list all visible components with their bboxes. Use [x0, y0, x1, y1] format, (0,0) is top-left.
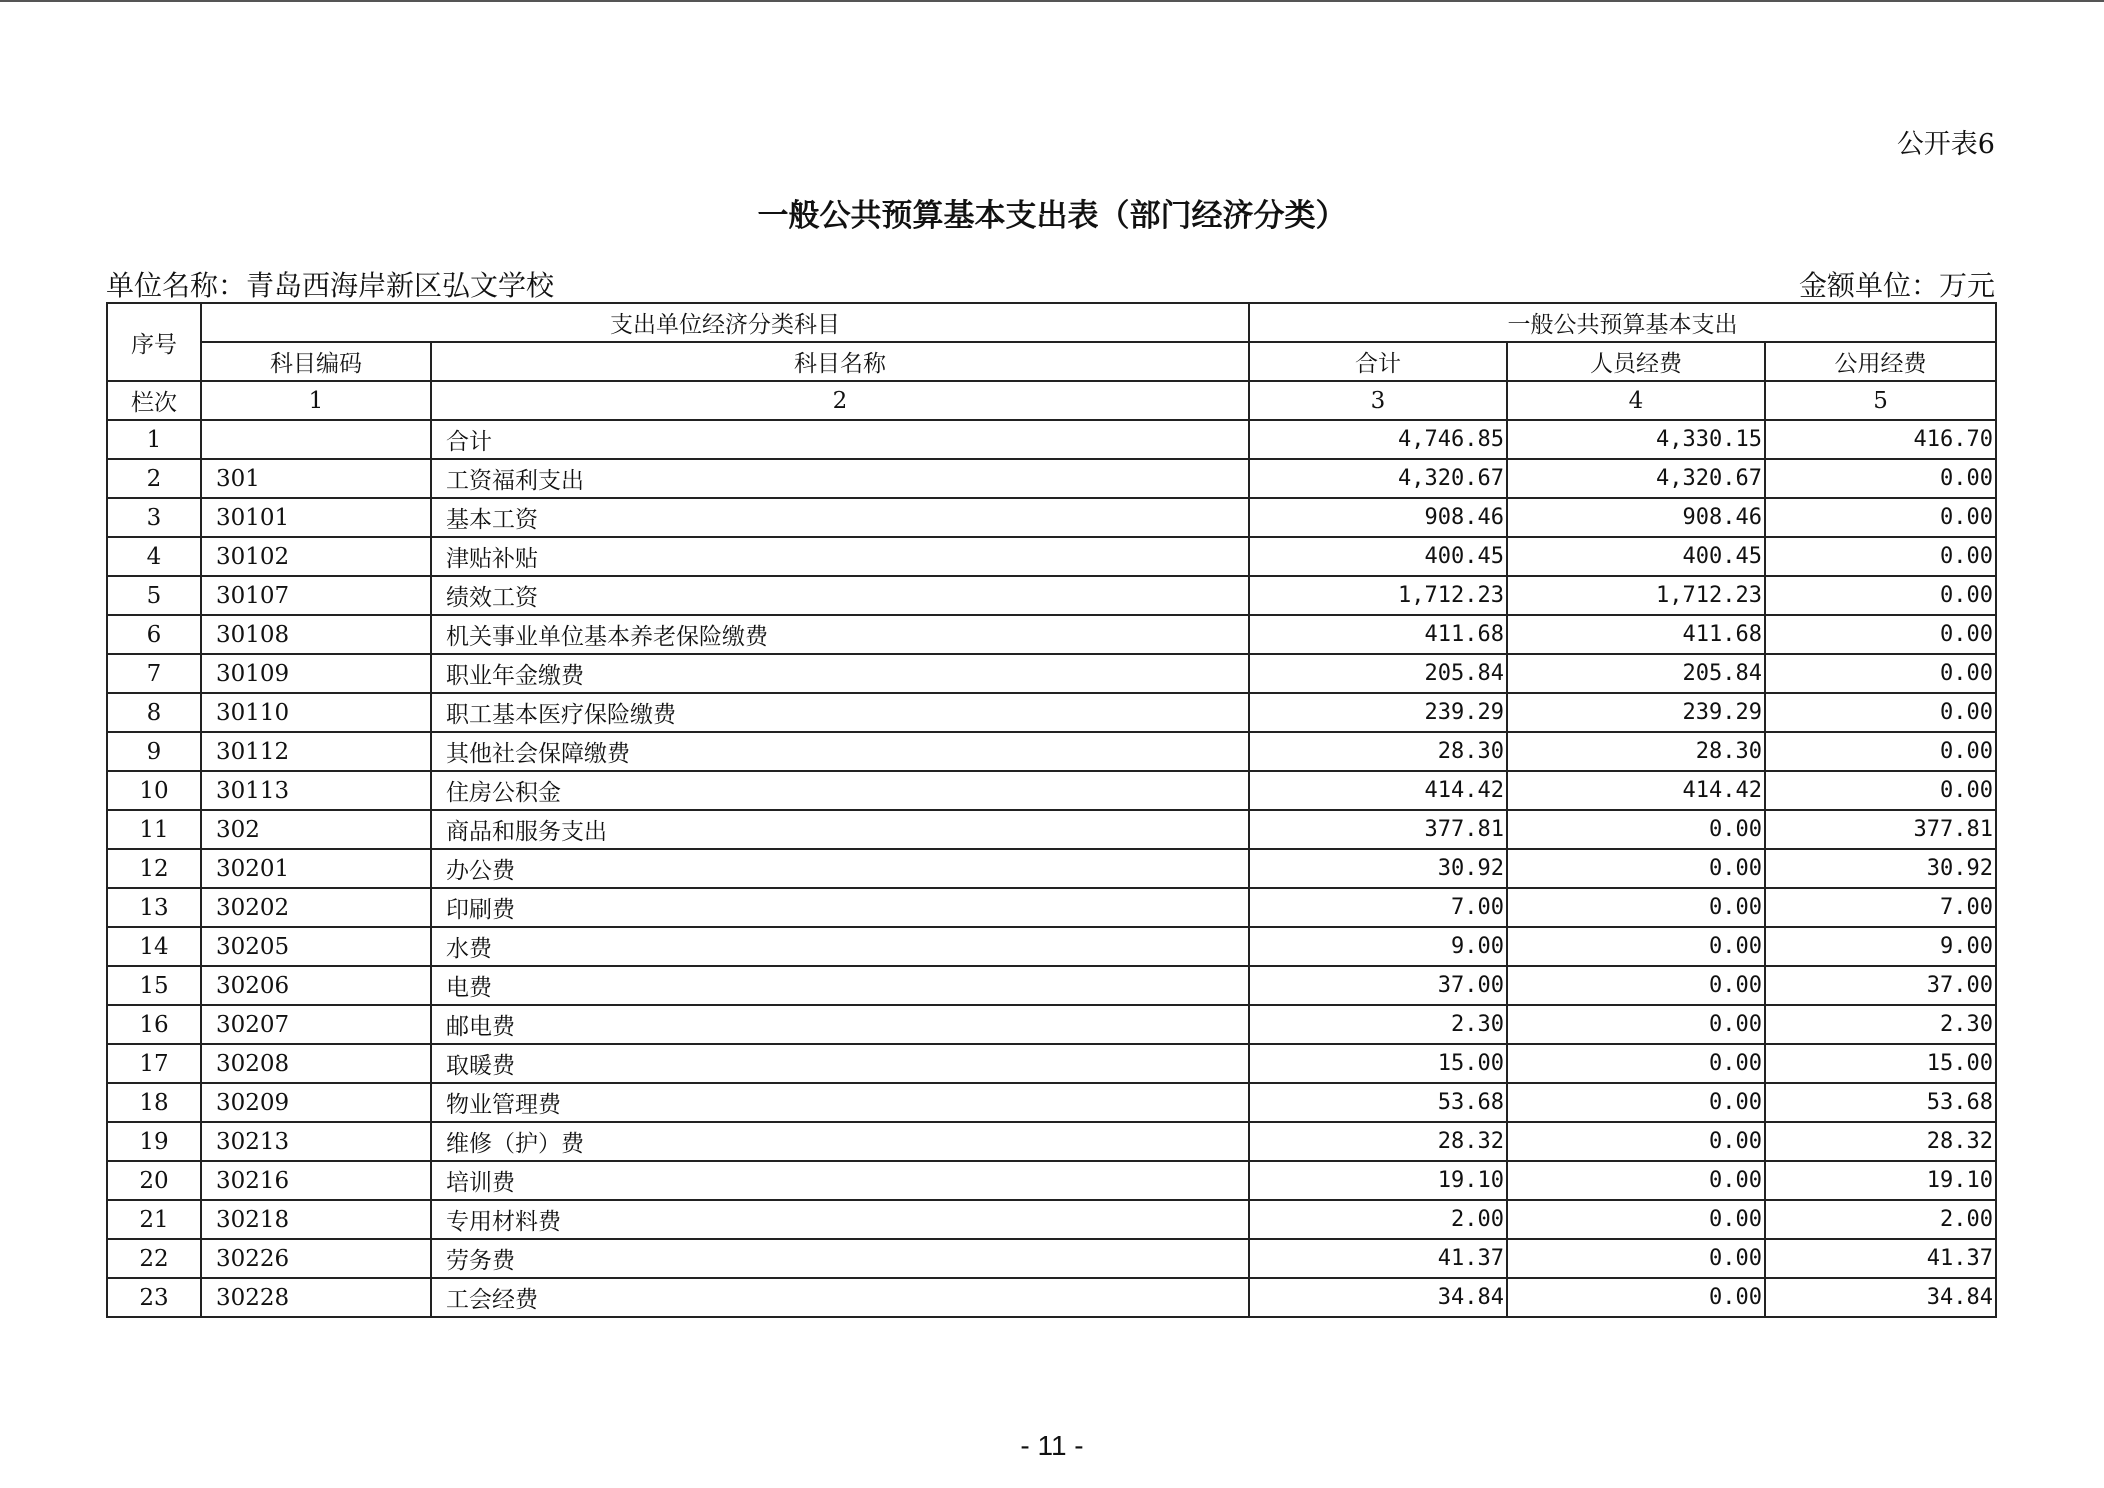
cell-seq: 12: [107, 849, 201, 888]
cell-name: 水费: [431, 927, 1249, 966]
table-row: [107, 849, 1996, 888]
cell-code: 30101: [201, 498, 431, 537]
cell-seq: 3: [107, 498, 201, 537]
header-subject-group: 支出单位经济分类科目: [201, 303, 1249, 342]
table-row: [107, 771, 1996, 810]
cell-code: 30209: [201, 1083, 431, 1122]
cell-code: 30112: [201, 732, 431, 771]
cell-name: 物业管理费: [431, 1083, 1249, 1122]
cell-name: 维修（护）费: [431, 1122, 1249, 1161]
cell-seq: 2: [107, 459, 201, 498]
cell-name: 职工基本医疗保险缴费: [431, 693, 1249, 732]
cell-code: 30201: [201, 849, 431, 888]
cell-total: 19.10: [1249, 1161, 1507, 1200]
cell-name: 基本工资: [431, 498, 1249, 537]
table-row: [107, 1200, 1996, 1239]
cell-total: 377.81: [1249, 810, 1507, 849]
cell-personnel: 0.00: [1507, 1044, 1765, 1083]
cell-total: 37.00: [1249, 966, 1507, 1005]
cell-personnel: 239.29: [1507, 693, 1765, 732]
table-row: [107, 420, 1996, 459]
cell-public: 416.70: [1765, 420, 1996, 459]
header-row-index: [107, 381, 1996, 420]
cell-name: 劳务费: [431, 1239, 1249, 1278]
cell-total: 400.45: [1249, 537, 1507, 576]
cell-public: 41.37: [1765, 1239, 1996, 1278]
cell-code: 301: [201, 459, 431, 498]
table-row: [107, 693, 1996, 732]
cell-code: 30107: [201, 576, 431, 615]
cell-seq: 6: [107, 615, 201, 654]
cell-total: 9.00: [1249, 927, 1507, 966]
cell-total: 7.00: [1249, 888, 1507, 927]
cell-code: 30228: [201, 1278, 431, 1317]
table-row: [107, 732, 1996, 771]
document-code: 公开表6: [1896, 129, 1995, 160]
cell-code: 30218: [201, 1200, 431, 1239]
header-row-group: [107, 303, 1996, 342]
cell-public: 9.00: [1765, 927, 1996, 966]
cell-seq: 11: [107, 810, 201, 849]
cell-total: 41.37: [1249, 1239, 1507, 1278]
unit-name: 单位名称：青岛西海岸新区弘文学校: [106, 269, 555, 302]
header-code: 科目编码: [201, 342, 431, 381]
cell-code: 30202: [201, 888, 431, 927]
cell-code: 30109: [201, 654, 431, 693]
cell-personnel: 0.00: [1507, 888, 1765, 927]
cell-public: 2.00: [1765, 1200, 1996, 1239]
cell-personnel: 0.00: [1507, 1200, 1765, 1239]
cell-seq: 17: [107, 1044, 201, 1083]
table-row: [107, 1239, 1996, 1278]
cell-name: 职业年金缴费: [431, 654, 1249, 693]
table-row: [107, 1278, 1996, 1317]
cell-personnel: 0.00: [1507, 1161, 1765, 1200]
cell-name: 绩效工资: [431, 576, 1249, 615]
header-public: 公用经费: [1765, 342, 1996, 381]
cell-name: 津贴补贴: [431, 537, 1249, 576]
cell-personnel: 205.84: [1507, 654, 1765, 693]
cell-total: 239.29: [1249, 693, 1507, 732]
cell-code: 30206: [201, 966, 431, 1005]
cell-seq: 8: [107, 693, 201, 732]
cell-personnel: 0.00: [1507, 1239, 1765, 1278]
cell-seq: 16: [107, 1005, 201, 1044]
cell-name: 住房公积金: [431, 771, 1249, 810]
cell-name: 办公费: [431, 849, 1249, 888]
cell-total: 4,320.67: [1249, 459, 1507, 498]
cell-name: 培训费: [431, 1161, 1249, 1200]
amount-unit: 金额单位：万元: [1798, 269, 1995, 302]
cell-name: 机关事业单位基本养老保险缴费: [431, 615, 1249, 654]
cell-personnel: 28.30: [1507, 732, 1765, 771]
cell-name: 合计: [431, 420, 1249, 459]
cell-name: 商品和服务支出: [431, 810, 1249, 849]
cell-public: 0.00: [1765, 537, 1996, 576]
cell-public: 19.10: [1765, 1161, 1996, 1200]
cell-seq: 23: [107, 1278, 201, 1317]
cell-personnel: 414.42: [1507, 771, 1765, 810]
header-personnel: 人员经费: [1507, 342, 1765, 381]
cell-public: 0.00: [1765, 615, 1996, 654]
cell-total: 4,746.85: [1249, 420, 1507, 459]
cell-seq: 5: [107, 576, 201, 615]
cell-public: 377.81: [1765, 810, 1996, 849]
cell-seq: 20: [107, 1161, 201, 1200]
cell-seq: 22: [107, 1239, 201, 1278]
cell-public: 28.32: [1765, 1122, 1996, 1161]
cell-code: 30208: [201, 1044, 431, 1083]
table-row: [107, 576, 1996, 615]
cell-personnel: 1,712.23: [1507, 576, 1765, 615]
page-number: - 11 -: [1020, 1430, 1084, 1461]
cell-code: 30108: [201, 615, 431, 654]
cell-seq: 14: [107, 927, 201, 966]
cell-seq: 15: [107, 966, 201, 1005]
header-index-3: 3: [1249, 381, 1507, 420]
cell-public: 53.68: [1765, 1083, 1996, 1122]
cell-code: [201, 420, 431, 459]
cell-seq: 1: [107, 420, 201, 459]
cell-name: 取暖费: [431, 1044, 1249, 1083]
cell-name: 印刷费: [431, 888, 1249, 927]
table-row: [107, 1005, 1996, 1044]
header-index-1: 1: [201, 381, 431, 420]
header-row-columns: [107, 342, 1996, 381]
cell-total: 53.68: [1249, 1083, 1507, 1122]
cell-seq: 13: [107, 888, 201, 927]
cell-seq: 4: [107, 537, 201, 576]
cell-public: 34.84: [1765, 1278, 1996, 1317]
cell-personnel: 4,320.67: [1507, 459, 1765, 498]
header-index-5: 5: [1765, 381, 1996, 420]
cell-seq: 7: [107, 654, 201, 693]
cell-public: 0.00: [1765, 771, 1996, 810]
header-total: 合计: [1249, 342, 1507, 381]
cell-name: 电费: [431, 966, 1249, 1005]
cell-personnel: 908.46: [1507, 498, 1765, 537]
header-index-2: 2: [431, 381, 1249, 420]
cell-total: 205.84: [1249, 654, 1507, 693]
cell-public: 0.00: [1765, 693, 1996, 732]
header-seq: 序号: [107, 303, 201, 381]
header-index-4: 4: [1507, 381, 1765, 420]
table-body: [107, 420, 1996, 1317]
cell-total: 28.30: [1249, 732, 1507, 771]
cell-personnel: 0.00: [1507, 1005, 1765, 1044]
cell-code: 30207: [201, 1005, 431, 1044]
cell-seq: 9: [107, 732, 201, 771]
top-border-line: [0, 0, 2104, 2]
header-budget-group: 一般公共预算基本支出: [1249, 303, 1996, 342]
table-row: [107, 966, 1996, 1005]
cell-code: 30216: [201, 1161, 431, 1200]
cell-total: 908.46: [1249, 498, 1507, 537]
cell-code: 302: [201, 810, 431, 849]
cell-code: 30226: [201, 1239, 431, 1278]
page-title: 一般公共预算基本支出表（部门经济分类）: [757, 198, 1347, 234]
table-row: [107, 498, 1996, 537]
cell-personnel: 0.00: [1507, 1083, 1765, 1122]
table-row: [107, 654, 1996, 693]
cell-name: 工会经费: [431, 1278, 1249, 1317]
table-row: [107, 459, 1996, 498]
cell-code: 30110: [201, 693, 431, 732]
cell-name: 邮电费: [431, 1005, 1249, 1044]
table-row: [107, 1083, 1996, 1122]
cell-seq: 19: [107, 1122, 201, 1161]
table-row: [107, 1122, 1996, 1161]
table-row: [107, 1044, 1996, 1083]
cell-public: 0.00: [1765, 654, 1996, 693]
cell-total: 1,712.23: [1249, 576, 1507, 615]
cell-personnel: 0.00: [1507, 1278, 1765, 1317]
cell-public: 0.00: [1765, 498, 1996, 537]
cell-personnel: 0.00: [1507, 849, 1765, 888]
cell-seq: 21: [107, 1200, 201, 1239]
cell-total: 15.00: [1249, 1044, 1507, 1083]
cell-public: 0.00: [1765, 459, 1996, 498]
table-row: [107, 810, 1996, 849]
cell-public: 7.00: [1765, 888, 1996, 927]
cell-public: 2.30: [1765, 1005, 1996, 1044]
cell-personnel: 0.00: [1507, 1122, 1765, 1161]
header-index-label: 栏次: [107, 381, 201, 420]
table-row: [107, 537, 1996, 576]
cell-seq: 10: [107, 771, 201, 810]
table-row: [107, 888, 1996, 927]
table-row: [107, 1161, 1996, 1200]
cell-public: 0.00: [1765, 732, 1996, 771]
cell-seq: 18: [107, 1083, 201, 1122]
cell-total: 411.68: [1249, 615, 1507, 654]
cell-total: 30.92: [1249, 849, 1507, 888]
cell-personnel: 4,330.15: [1507, 420, 1765, 459]
cell-total: 28.32: [1249, 1122, 1507, 1161]
header-name: 科目名称: [431, 342, 1249, 381]
cell-personnel: 411.68: [1507, 615, 1765, 654]
cell-total: 414.42: [1249, 771, 1507, 810]
cell-personnel: 400.45: [1507, 537, 1765, 576]
cell-name: 其他社会保障缴费: [431, 732, 1249, 771]
cell-public: 30.92: [1765, 849, 1996, 888]
cell-code: 30113: [201, 771, 431, 810]
cell-public: 15.00: [1765, 1044, 1996, 1083]
cell-personnel: 0.00: [1507, 966, 1765, 1005]
cell-total: 2.00: [1249, 1200, 1507, 1239]
cell-public: 37.00: [1765, 966, 1996, 1005]
cell-total: 34.84: [1249, 1278, 1507, 1317]
cell-personnel: 0.00: [1507, 810, 1765, 849]
cell-personnel: 0.00: [1507, 927, 1765, 966]
table-row: [107, 927, 1996, 966]
cell-total: 2.30: [1249, 1005, 1507, 1044]
cell-code: 30213: [201, 1122, 431, 1161]
cell-code: 30102: [201, 537, 431, 576]
cell-name: 工资福利支出: [431, 459, 1249, 498]
cell-name: 专用材料费: [431, 1200, 1249, 1239]
budget-table: [106, 302, 1997, 1318]
cell-public: 0.00: [1765, 576, 1996, 615]
table-row: [107, 615, 1996, 654]
cell-code: 30205: [201, 927, 431, 966]
